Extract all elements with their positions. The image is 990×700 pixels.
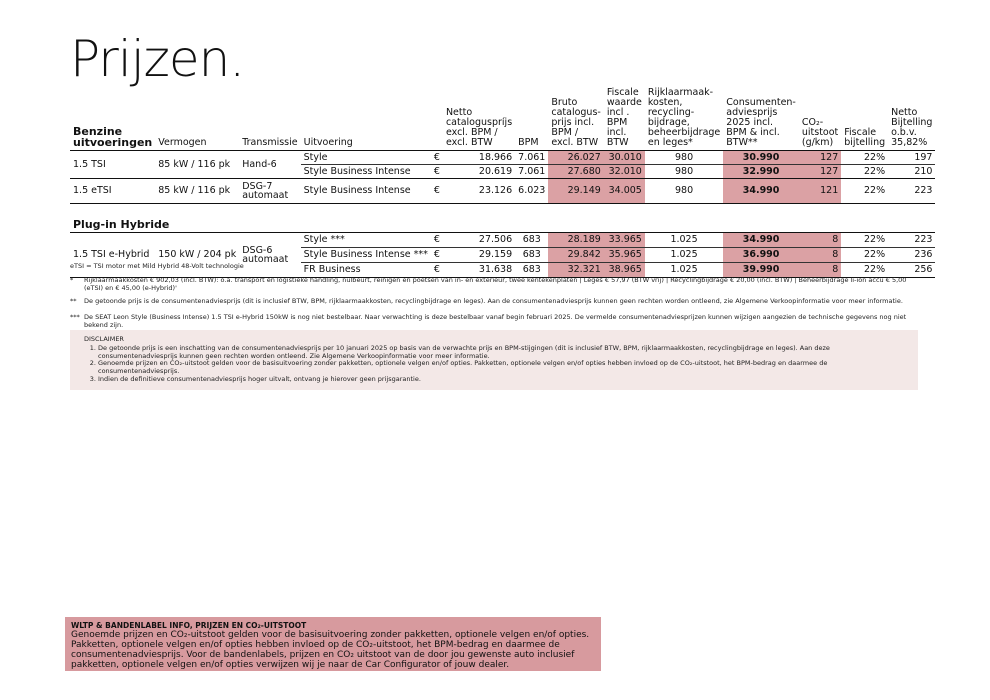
table-row	[70, 233, 935, 248]
footnote-3	[70, 313, 920, 329]
header-benzine: Benzine uitvoeringen	[70, 88, 155, 151]
footnote-text: De getoonde prijs is de consumentenadviesprijs (dit is inclusief BTW, BPM, rijklaarmaakkosten, recyclingbijdrage en leges). Aan de consumentenadviesprijs kunnen geen rechten worden ontleend, zie Algemene Verkoopinformatie voor meer informatie.	[84, 297, 903, 305]
footnote-etsi: eTSI = TSI motor met Mild Hybrid 48-Volt technologie	[70, 262, 244, 270]
header-co2: CO₂-uitstoot (g/km)	[799, 88, 841, 151]
consument-cell: 30.990	[723, 151, 799, 165]
vermogen-cell: 85 kW / 116 pk	[155, 151, 239, 179]
fiscale-cell: 34.005	[604, 179, 645, 204]
netto-bijtelling-cell: 256	[914, 264, 933, 275]
disclaimer-title: DISCLAIMER	[84, 335, 124, 343]
co2-cell: 8	[799, 233, 841, 248]
footnote-mark: **	[70, 297, 77, 305]
footnote-text: Rijklaarmaakkosten € 902,03 (incl. BTW): o.a. transport en logistieke handling, nulbeurt, reinigen en poetsen van in- en exterieur, twee kentekenplaten | Leges € 57,97 (BTW vrij) | Recyclingbijdrage € 20,00 (incl. BTW) | Beheerbijdrage li-ion accu € 5,00 (eTSI) en € 45,00 (e-Hybrid)'	[84, 276, 907, 292]
fiscale-cell: 35.965	[604, 248, 645, 263]
price-table	[70, 88, 935, 278]
bpm-cell: 7.061	[518, 165, 546, 177]
motor-cell: 1.5 TSI e-Hybrid	[70, 233, 155, 278]
uitvoering-cell: Style Business Intense	[303, 185, 411, 196]
netto-bijtelling-cell: 197	[888, 151, 935, 165]
consument-cell: 34.990	[723, 233, 799, 248]
header-netto-bijtelling: Netto Bijtelling o.b.v. 35,82%	[888, 88, 935, 151]
rijklaar-cell: 980	[674, 165, 694, 177]
bpm-cell: 7.061	[515, 151, 548, 165]
rijklaar-cell: 1.025	[645, 233, 723, 248]
uitvoering-cell: Style Business Intense ***	[301, 248, 431, 263]
section-phev-label: Plug-in Hybride	[73, 218, 170, 231]
header-consument: Consumenten-adviesprijs 2025 incl. BPM & incl. BTW**	[723, 88, 799, 151]
euro-cell: €	[431, 151, 443, 165]
euro-cell: €	[433, 264, 440, 275]
bruto-cell: 29.149	[548, 179, 603, 204]
page-title: Prijzen.	[70, 30, 245, 88]
co2-cell: 8	[799, 263, 841, 278]
transmissie-cell: DSG-6 automaat	[239, 233, 300, 278]
disclaimer-list	[84, 345, 904, 384]
bijtelling-cell: 22%	[863, 264, 886, 275]
bpm-cell: 683	[522, 264, 541, 275]
netto-bijtelling-cell: 223	[914, 185, 933, 196]
vermogen-cell: 85 kW / 116 pk	[158, 185, 231, 196]
bruto-cell: 32.321	[548, 263, 603, 278]
consument-cell: 39.990	[723, 263, 799, 278]
netto-bijtelling-cell: 236	[888, 248, 935, 263]
footnote-text: De SEAT Leon Style (Business Intense) 1.5 TSI e-Hybrid 150kW is nog niet bestelbaar. Naar verwachting is deze bestelbaar vanaf begin februari 2025. De vermelde consumentenadviesprijzen kunnen wijzigen aangezien de technische gegevens nog niet bekend zijn.	[84, 313, 907, 329]
disclaimer-item: 2. Genoemde prijzen en CO₂-uitstoot gelden voor de basisuitvoering zonder pakketten, optionele velgen en/of opties. Pakketten, optionele velgen en/of opties hebben invloed op de CO₂-uitstoot, het BPM-bedrag en daarmee de consumentenadviesprijs.	[98, 360, 904, 376]
disclaimer-item: 3. Indien de definitieve consumentenadviesprijs hoger uitvalt, ontvang je hierover geen prijsgarantie.	[98, 376, 904, 384]
wltp-info-box	[65, 617, 601, 671]
euro-cell: €	[431, 233, 443, 248]
bruto-cell: 26.027	[548, 151, 603, 165]
netto-cell: 20.619	[478, 165, 513, 177]
header-fiscale: Fiscale waarde incl . BPM incl. BTW	[604, 88, 645, 151]
netto-bijtelling-cell: 210	[914, 165, 933, 177]
footnote-1	[70, 276, 920, 292]
header-uitvoering: Uitvoering	[301, 88, 431, 151]
header-bpm: BPM	[515, 88, 548, 151]
rijklaar-cell: 980	[674, 185, 694, 196]
uitvoering-cell: Style ***	[301, 233, 431, 248]
fiscale-cell: 32.010	[604, 165, 645, 179]
header-rijklaar: Rijklaarmaak-kosten, recycling-bijdrage, beheerbijdrage en leges*	[645, 88, 723, 151]
header-bijtelling: Fiscale bijtelling	[841, 88, 888, 151]
footnote-mark: *	[70, 276, 74, 284]
euro-cell: €	[433, 185, 440, 196]
rijklaar-cell: 1.025	[670, 264, 698, 275]
bijtelling-cell: 22%	[841, 151, 888, 165]
bpm-cell: 683	[515, 233, 548, 248]
co2-cell: 121	[799, 179, 841, 204]
bijtelling-cell: 22%	[863, 185, 886, 196]
motor-cell: 1.5 eTSI	[73, 185, 112, 196]
footnote-2	[70, 297, 920, 305]
disclaimer-item: 1. De getoonde prijs is een inschatting van de consumentenadviesprijs per 10 januari 2025 op basis van de verwachte prijs en BPM-stijgingen (dit is inclusief BTW, BPM, rijklaarmaakkosten, recyclingbijdrage en leges). Aan deze consumentenadviesprijs kunnen geen rechten worden ontleend. Zie Algemene Verkoopinformatie voor meer informatie.	[98, 345, 904, 361]
fiscale-cell: 38.965	[604, 263, 645, 278]
bruto-cell: 29.842	[548, 248, 603, 263]
co2-cell: 127	[799, 165, 841, 179]
bpm-cell: 683	[515, 248, 548, 263]
table-row	[70, 151, 935, 165]
rijklaar-cell: 1.025	[645, 248, 723, 263]
disclaimer-box	[70, 330, 918, 390]
transmissie-cell: Hand-6	[239, 151, 300, 179]
euro-cell: €	[433, 165, 440, 177]
co2-cell: 8	[799, 248, 841, 263]
bruto-cell: 28.189	[548, 233, 603, 248]
header-vermogen: Vermogen	[155, 88, 239, 151]
bijtelling-cell: 22%	[841, 248, 888, 263]
bijtelling-cell: 22%	[841, 233, 888, 248]
table-row	[70, 179, 935, 204]
consument-cell: 32.990	[723, 165, 799, 179]
header-bruto: Bruto catalogus-prijs incl. BPM / excl. BTW	[548, 88, 603, 151]
fiscale-cell: 33.965	[604, 233, 645, 248]
bpm-cell: 6.023	[518, 185, 546, 196]
table-header	[70, 88, 935, 151]
wltp-title: WLTP & BANDENLABEL INFO, PRIJZEN EN CO₂-UITSTOOT	[71, 621, 307, 630]
netto-cell: 23.126	[478, 185, 513, 196]
fiscale-cell: 30.010	[604, 151, 645, 165]
header-transmissie: Transmissie	[239, 88, 300, 151]
uitvoering-cell: FR Business	[303, 264, 361, 275]
netto-cell: 29.159	[443, 248, 515, 263]
motor-cell: 1.5 TSI	[70, 151, 155, 179]
bruto-cell: 27.680	[548, 165, 603, 179]
rijklaar-cell: 980	[645, 151, 723, 165]
co2-cell: 127	[799, 151, 841, 165]
header-netto: Netto cataloguspríjs excl. BPM / excl. BTW	[443, 88, 515, 151]
netto-cell: 31.638	[478, 264, 513, 275]
netto-cell: 27.506	[443, 233, 515, 248]
section-row	[70, 204, 935, 233]
consument-cell: 34.990	[723, 179, 799, 204]
netto-bijtelling-cell: 223	[888, 233, 935, 248]
transmissie-cell: DSG-7 automaat	[242, 181, 289, 201]
bijtelling-cell: 22%	[863, 165, 886, 177]
wltp-text: Genoemde prijzen en CO₂-uitstoot gelden voor de basisuitvoering zonder pakketten, optionele velgen en/of opties. Pakketten, optionele velgen en/of opties hebben invloed op de CO₂-uitstoot, het BPM-bedrag en daarmee de consumentenadviesprijs. Voor de bandenlabels, prijzen en CO₂ uitstoot van de door jou gewenste auto inclusief pakketten, optionele velgen en/of opties verwijzen wij je naar de Car Configurator of jouw dealer.	[71, 630, 590, 670]
footnotes	[70, 262, 920, 334]
euro-cell: €	[431, 248, 443, 263]
uitvoering-cell: Style	[301, 151, 431, 165]
uitvoering-cell: Style Business Intense	[303, 165, 411, 177]
netto-cell: 18.966	[443, 151, 515, 165]
footnote-mark: ***	[70, 313, 80, 321]
vermogen-cell: 150 kW / 204 pk	[155, 233, 239, 278]
consument-cell: 36.990	[723, 248, 799, 263]
